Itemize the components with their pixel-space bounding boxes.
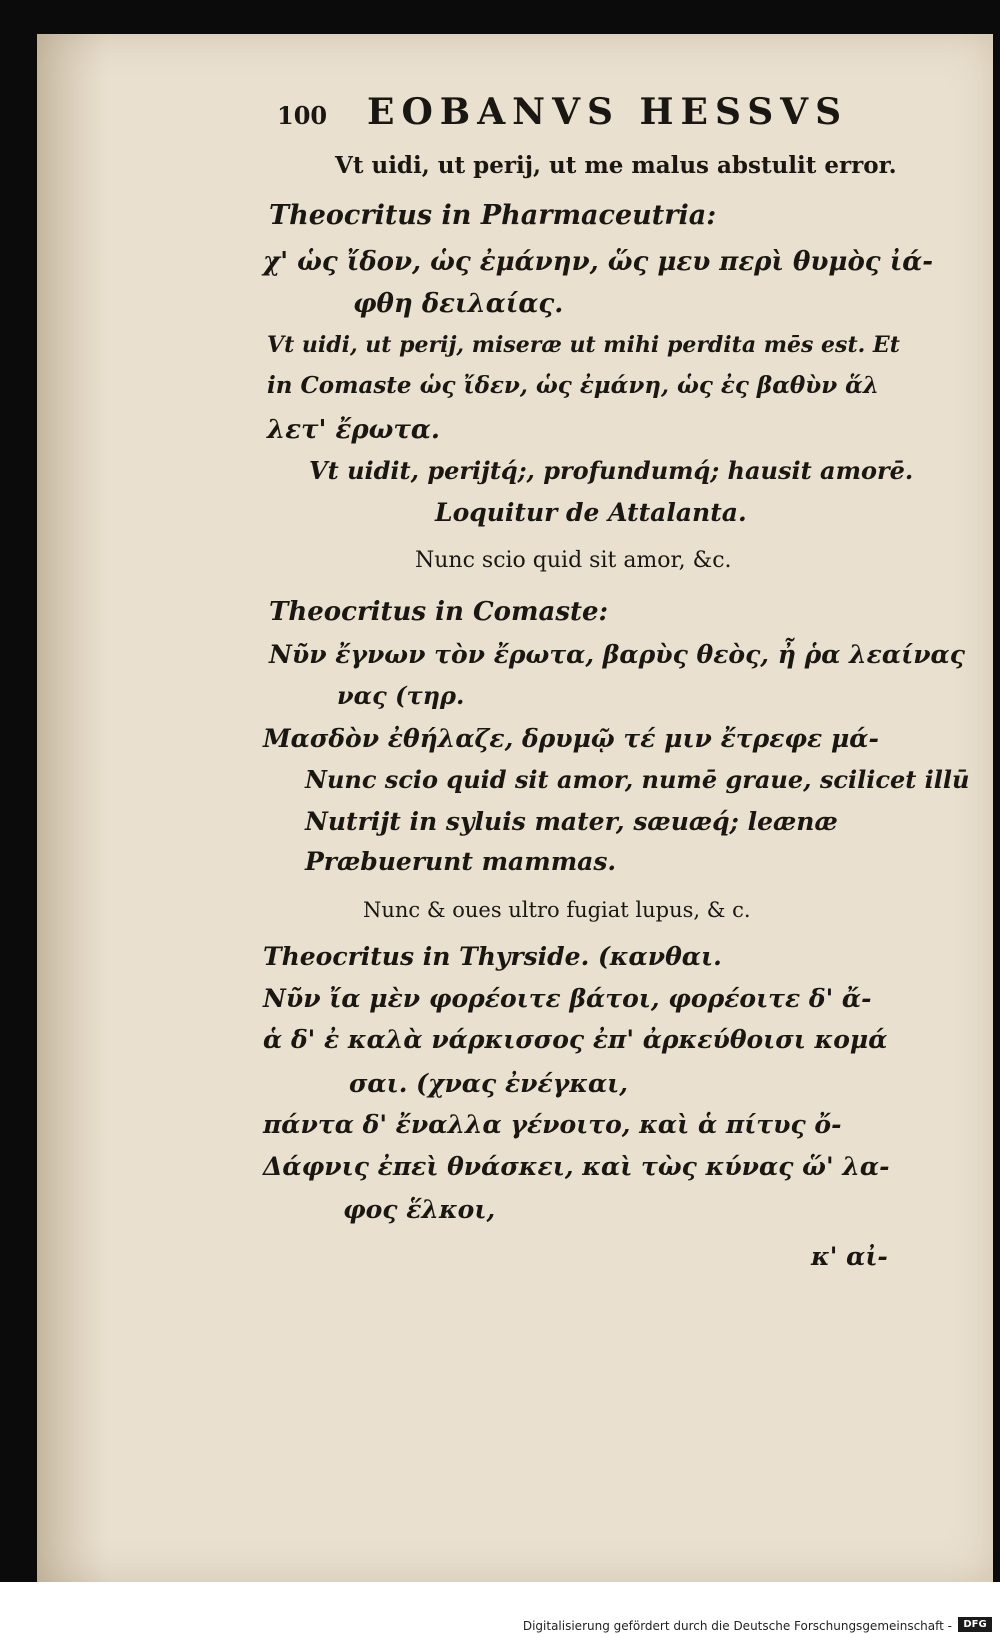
text-line: in Comaste ὡς ἴδεν, ὡς ἐμάνη, ὡς ἐς βαθὺν ἅλ: [267, 372, 879, 399]
text-line: Μασδὸν ἐθήλαζε, δρυμῷ τέ μιν ἔτρεφε μά-: [263, 724, 879, 753]
funding-credit: Digitalisierung gefördert durch die Deutsche Forschungsgemeinschaft -: [522, 1619, 952, 1633]
text-line: φος ἕλκοι,: [343, 1195, 496, 1224]
text-line: πάντα δ' ἔναλλα γένοιτο, καὶ ἁ πίτυς ὄ-: [263, 1110, 842, 1139]
text-line: Loquitur de Attalanta.: [435, 498, 747, 527]
text-line: Νῦν ἔγνων τὸν ἔρωτα, βαρὺς θεὸς, ἦ ῥα λεαίνας: [269, 640, 966, 669]
text-line: λετ' ἔρωτα.: [267, 415, 440, 445]
text-line: Δάφνις ἐπεὶ θνάσκει, καὶ τὼς κύνας ὥ' λα-: [263, 1152, 890, 1181]
text-line: Theocritus in Thyrside. (κανθαι.: [263, 942, 722, 971]
running-head: EOBANVS HESSVS: [367, 91, 849, 133]
text-line: χ' ὡς ἴδον, ὡς ἐμάνην, ὥς μευ περὶ θυμὸς ἰά-: [263, 247, 934, 277]
dfg-logo: DFG: [958, 1617, 992, 1632]
text-line: φθη δειλαίας.: [353, 289, 564, 319]
text-line: Νῦν ἴα μὲν φορέοιτε βάτοι, φορέοιτε δ' ἄ-: [263, 984, 872, 1013]
text-line: Nunc scio quid sit amor, &c.: [415, 548, 732, 573]
page-number: 100: [277, 101, 328, 130]
digitization-footer: [0, 1582, 1000, 1634]
text-line: Vt uidi, ut perij, miseræ ut mihi perdita mēs est. Et: [267, 332, 900, 358]
text-line: Nutrijt in syluis mater, sæuæq́; leænæ: [305, 807, 838, 836]
text-line: Theocritus in Comaste:: [269, 597, 609, 627]
text-line: Nunc & oues ultro fugiat lupus, & c.: [363, 898, 751, 922]
text-line: Vt uidit, perijtq́;, profundumq́; hausit amorē.: [309, 456, 914, 485]
text-line: Vt uidi, ut perij, ut me malus abstulit error.: [335, 152, 897, 179]
text-line: Theocritus in Pharmaceutria:: [269, 200, 717, 231]
page-text: [37, 34, 993, 1582]
text-line: σαι. (χνας ἐνέγκαι,: [349, 1069, 628, 1098]
text-line: κ' αἰ-: [811, 1242, 888, 1271]
book-page: [37, 34, 993, 1582]
text-line: νας (τηρ.: [337, 681, 465, 710]
text-line: ἁ δ' ἐ καλὰ νάρκισσος ἐπ' ἀρκεύθοισι κομά: [263, 1025, 888, 1054]
text-line: Præbuerunt mammas.: [305, 847, 617, 876]
text-line: Nunc scio quid sit amor, numē graue, scilicet illū: [305, 765, 970, 794]
